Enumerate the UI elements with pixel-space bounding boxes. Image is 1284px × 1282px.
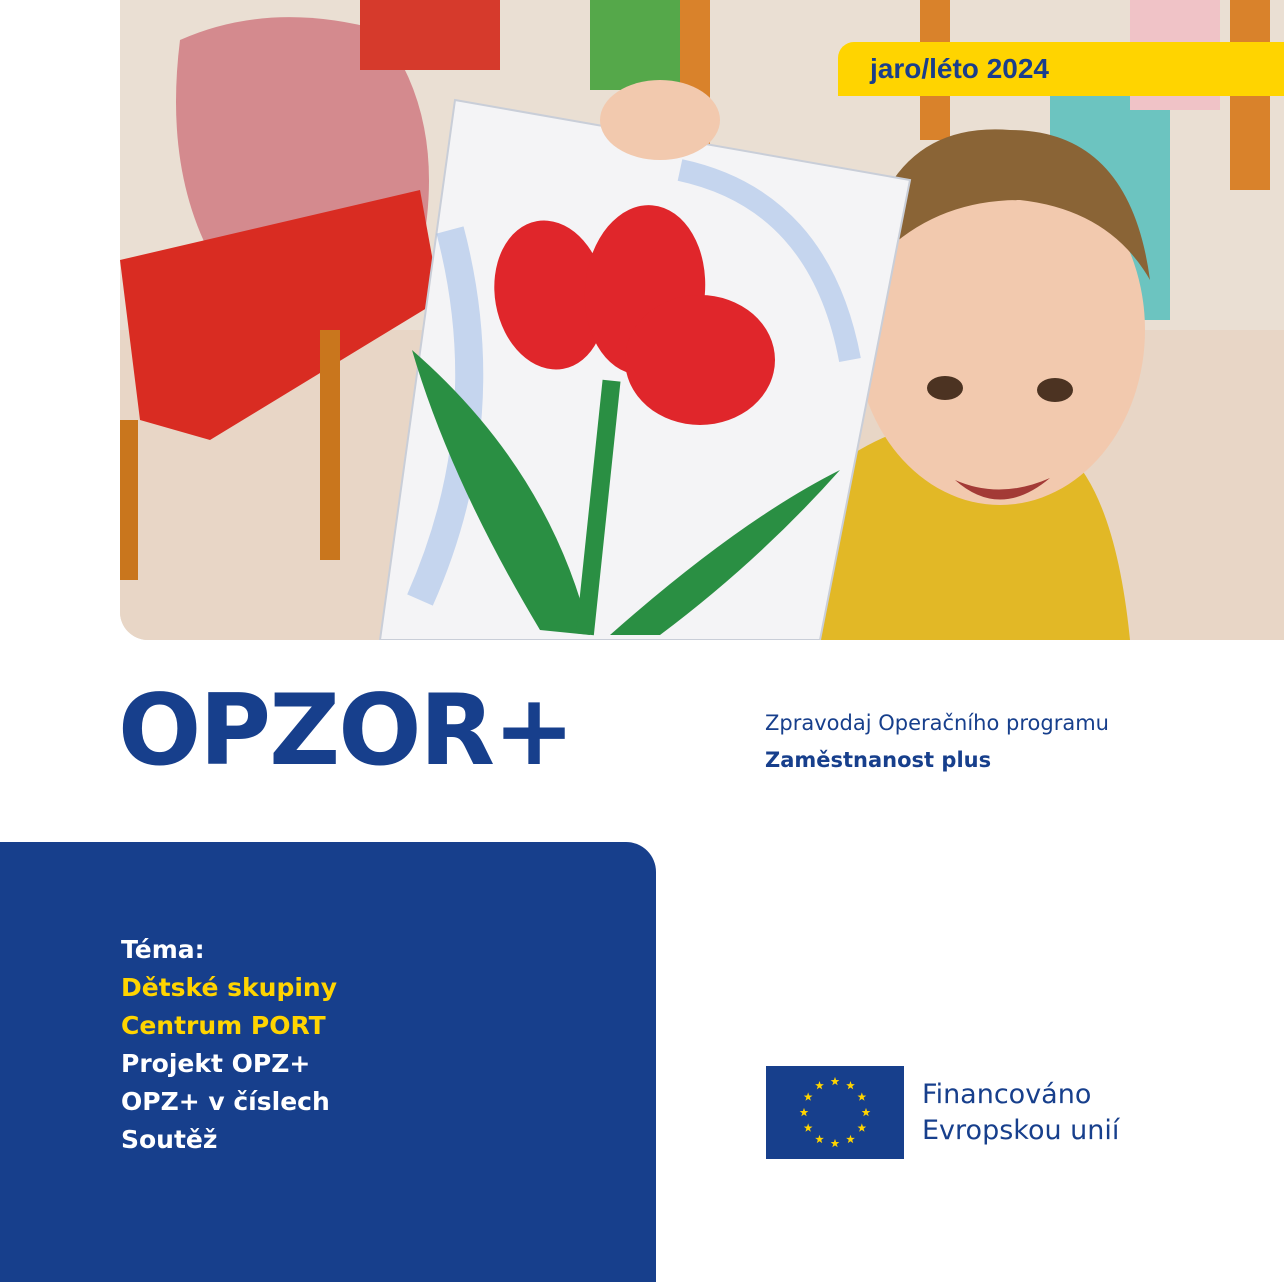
topic-item: OPZ+ v číslech — [121, 1087, 330, 1116]
season-badge — [838, 42, 1284, 96]
newsletter-subtitle — [765, 705, 1109, 779]
season-label: jaro/léto 2024 — [870, 53, 1049, 84]
cover-photo — [120, 0, 1284, 640]
subtitle-line-2: Zaměstnanost plus — [765, 748, 992, 772]
eu-text-line-1: Financováno — [922, 1078, 1092, 1110]
topics-list — [121, 931, 337, 1159]
eu-text-line-2: Evropskou unií — [922, 1114, 1120, 1146]
topic-item: Projekt OPZ+ — [121, 1049, 311, 1078]
subtitle-line-1: Zpravodaj Operačního programu — [765, 711, 1109, 735]
topic-item: Centrum PORT — [121, 1011, 326, 1040]
topic-item: Soutěž — [121, 1125, 218, 1154]
eu-flag-icon — [766, 1066, 904, 1159]
eu-funding-logo — [766, 1066, 1119, 1159]
eu-funding-text — [922, 1077, 1119, 1149]
page-title: OPZOR+ — [118, 674, 574, 788]
topics-heading: Téma: — [121, 935, 205, 964]
child-with-tulip-drawing-photo — [120, 0, 1284, 640]
topic-item: Dětské skupiny — [121, 973, 338, 1002]
